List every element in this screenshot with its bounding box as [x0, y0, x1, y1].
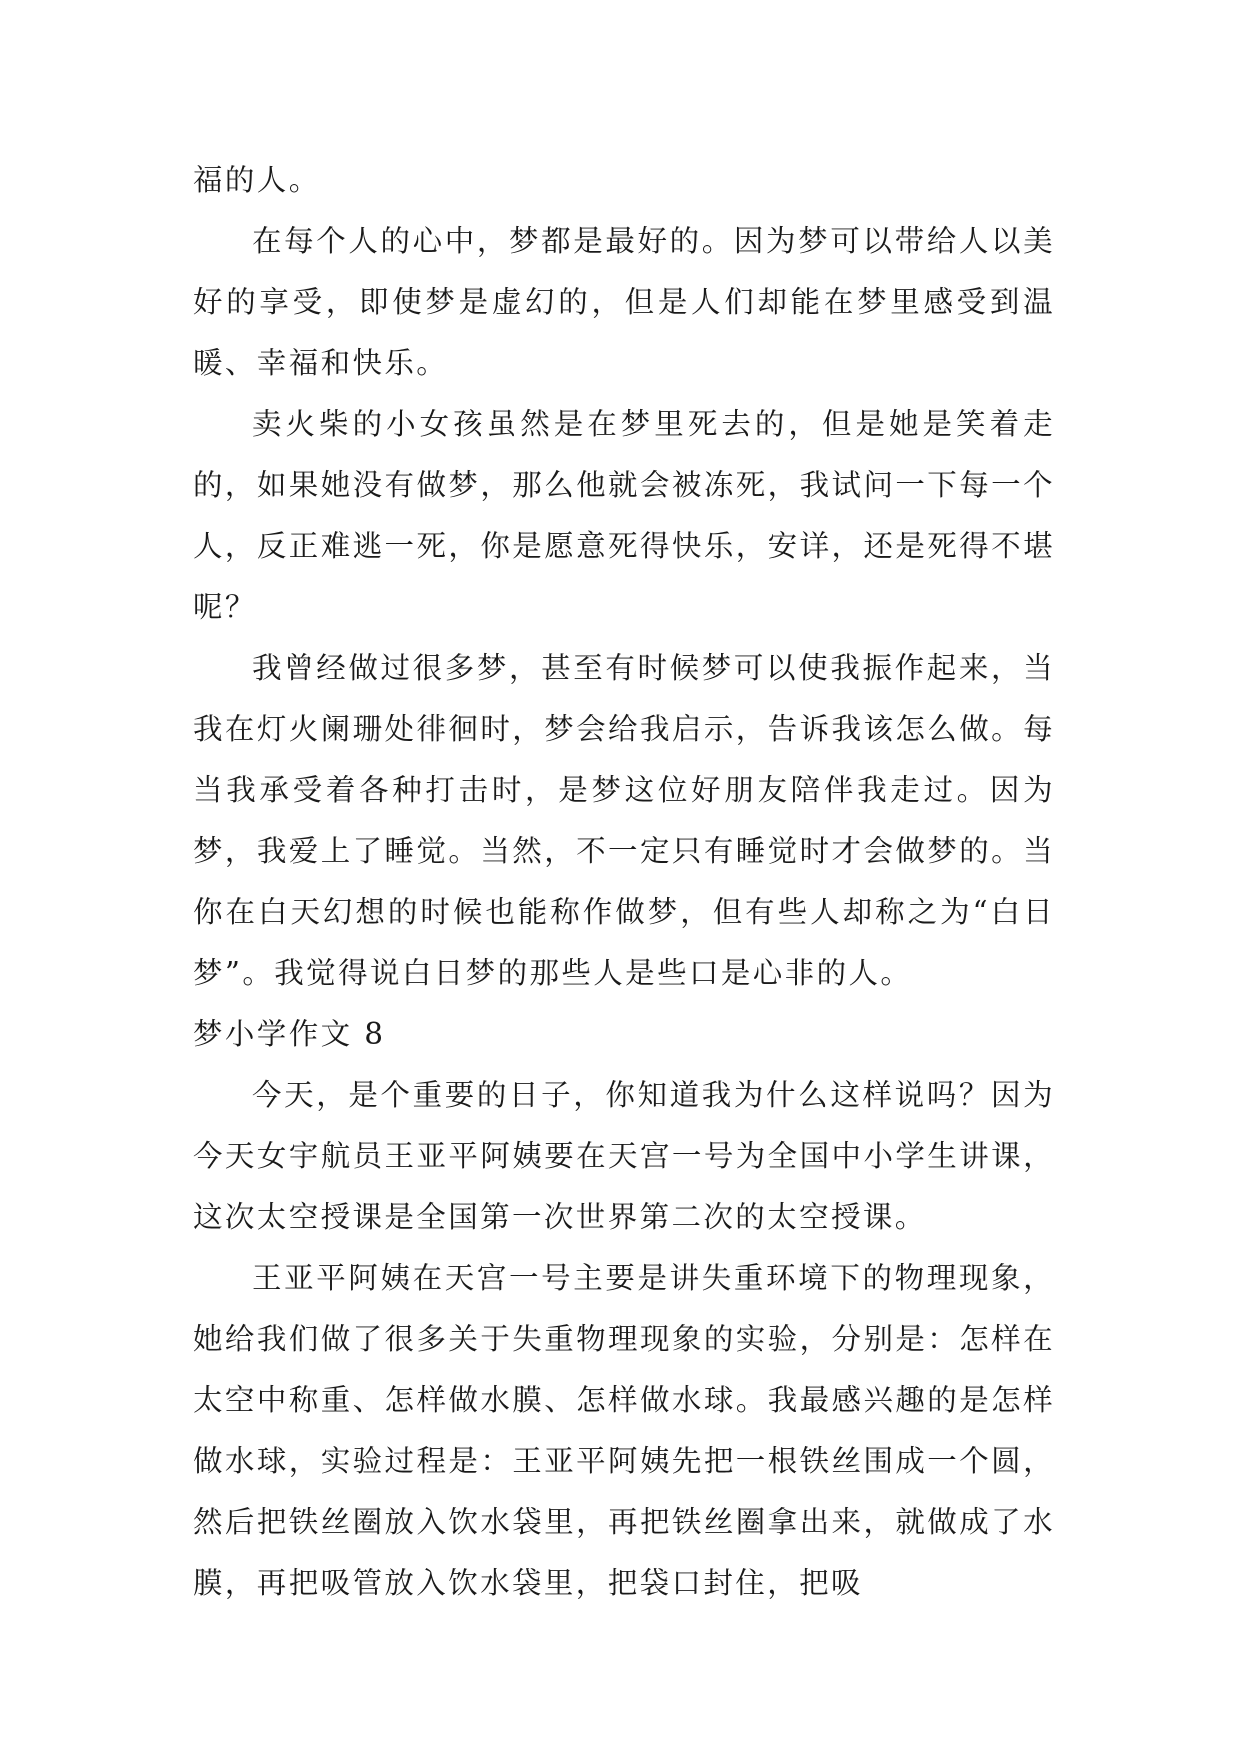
document-body: [193, 150, 1055, 1614]
paragraph-many-dreams: 我曾经做过很多梦，甚至有时候梦可以使我振作起来，当我在灯火阑珊处徘徊时，梦会给我启示，告诉我该怎么做。每当我承受着各种打击时，是梦这位好朋友陪伴我走过。因为梦，我爱上了睡觉。当然，不一定只有睡觉时才会做梦的。当你在白天幻想的时候也能称作做梦，但有些人却称之为“白日梦”。我觉得说白日梦的那些人是些口是心非的人。: [193, 651, 1055, 990]
paragraph-dream-best: 在每个人的心中，梦都是最好的。因为梦可以带给人以美好的享受，即使梦是虚幻的，但是人们却能在梦里感受到温暖、幸福和快乐。: [193, 224, 1055, 380]
paragraph-match-girl: 卖火柴的小女孩虽然是在梦里死去的，但是她是笑着走的，如果她没有做梦，那么他就会被冻死，我试问一下每一个人，反正难逃一死，你是愿意死得快乐，安详，还是死得不堪呢？: [193, 407, 1055, 624]
paragraph-experiments: 王亚平阿姨在天宫一号主要是讲失重环境下的物理现象，她给我们做了很多关于失重物理现象的实验，分别是：怎样在太空中称重、怎样做水膜、怎样做水球。我最感兴趣的是怎样做水球，实验过程是：王亚平阿姨先把一根铁丝围成一个圆，然后把铁丝圈放入饮水袋里，再把铁丝圈拿出来，就做成了水膜，再把吸管放入饮水袋里，把袋口封住，把吸: [193, 1261, 1055, 1600]
section-title: 梦小学作文 8: [193, 1017, 386, 1051]
paragraph-important-day: 今天，是个重要的日子，你知道我为什么这样说吗？因为今天女宇航员王亚平阿姨要在天宫一号为全国中小学生讲课，这次太空授课是全国第一次世界第二次的太空授课。: [193, 1078, 1055, 1234]
paragraph-continuation: 福的人。: [193, 163, 321, 197]
